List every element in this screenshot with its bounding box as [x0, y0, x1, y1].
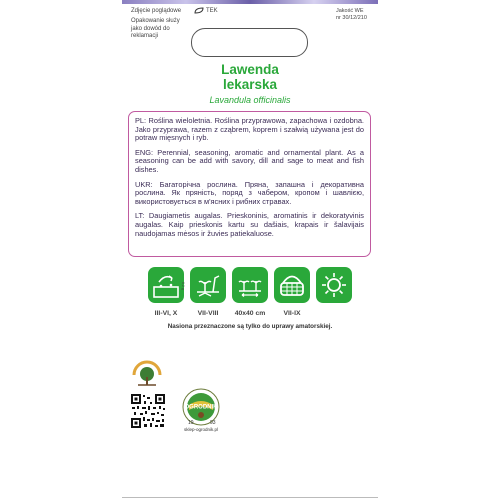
description-pl: PL: Roślina wieloletnia. Roślina przyprawowa, zapachowa i ozdobna. Jako przyprawa, razem z cząbrem, koprem i szałwią używana jest do potraw mięsnych i ryb.	[135, 116, 364, 143]
description-box	[128, 111, 371, 257]
product-name-line2: lekarska	[222, 77, 278, 92]
spacing-label: 40x40 cm	[234, 310, 266, 317]
ogrodnik-logo	[175, 381, 227, 433]
sowing-label: III-VI, X	[154, 310, 178, 317]
spacing-icon	[232, 267, 268, 303]
year-left: 19	[188, 420, 194, 426]
description-eng: ENG: Perennial, seasoning, aromatic and ornamental plant. As a seasoning can be add with savory, dill and sage to meat and fish dishes.	[135, 147, 364, 174]
quality-info	[336, 8, 367, 21]
weight-note: 0,2 g	[181, 282, 185, 290]
harvest-basket-icon	[274, 267, 310, 303]
sowing-icon	[148, 267, 184, 303]
product-name-line1: Lawenda	[221, 62, 279, 77]
description-lt: LT: Daugiametis augalas. Prieskoninis, aromatinis ir dekoratyvinis augalas. Kaip prieskonis kartu su dašiais, krapais ir šalavijais naudojamas mėsos ir žuvies patiekaluose.	[135, 211, 364, 238]
packaging-note: Opakowanie służy jako dowód do reklamacji	[131, 18, 180, 39]
ogrodnik-text: OGRODNIK	[184, 404, 218, 411]
shop-url: sklep-ogrodnik.pl	[183, 427, 219, 432]
sun-label	[316, 310, 352, 317]
photo-note: Zdjęcie poglądowe	[131, 8, 182, 14]
planting-label: VII-VIII	[197, 310, 219, 317]
year-right: 93	[210, 420, 216, 426]
cultivation-labels	[148, 310, 352, 317]
packet-bottom-edge	[122, 497, 378, 498]
latin-name: Lavandula officinalis	[209, 95, 291, 105]
tek-label: TEK	[206, 7, 218, 14]
tek-badge	[194, 7, 218, 14]
tree-brand-logo	[130, 357, 164, 389]
quality-label: Jakość WE	[336, 8, 364, 14]
amateur-use-notice: Nasiona przeznaczone są tylko do uprawy amatorskiej.	[167, 323, 333, 330]
product-name	[122, 62, 378, 92]
harvest-label: VII-IX	[283, 310, 301, 317]
qr-code[interactable]	[130, 393, 166, 429]
quality-number: nr 30/12/210	[336, 14, 367, 21]
cultivation-icons	[148, 267, 352, 303]
blank-label-box	[191, 28, 308, 57]
sun-icon	[316, 267, 352, 303]
planting-icon	[190, 267, 226, 303]
description-ukr: UKR: Багаторічна рослина. Пряна, запашна і декоративна рослина. Як пряність, поряд з чабером, кропом і шавлією, використовується в м'ясних і рибних стравах.	[135, 179, 364, 206]
leaf-logo-icon	[194, 7, 204, 14]
